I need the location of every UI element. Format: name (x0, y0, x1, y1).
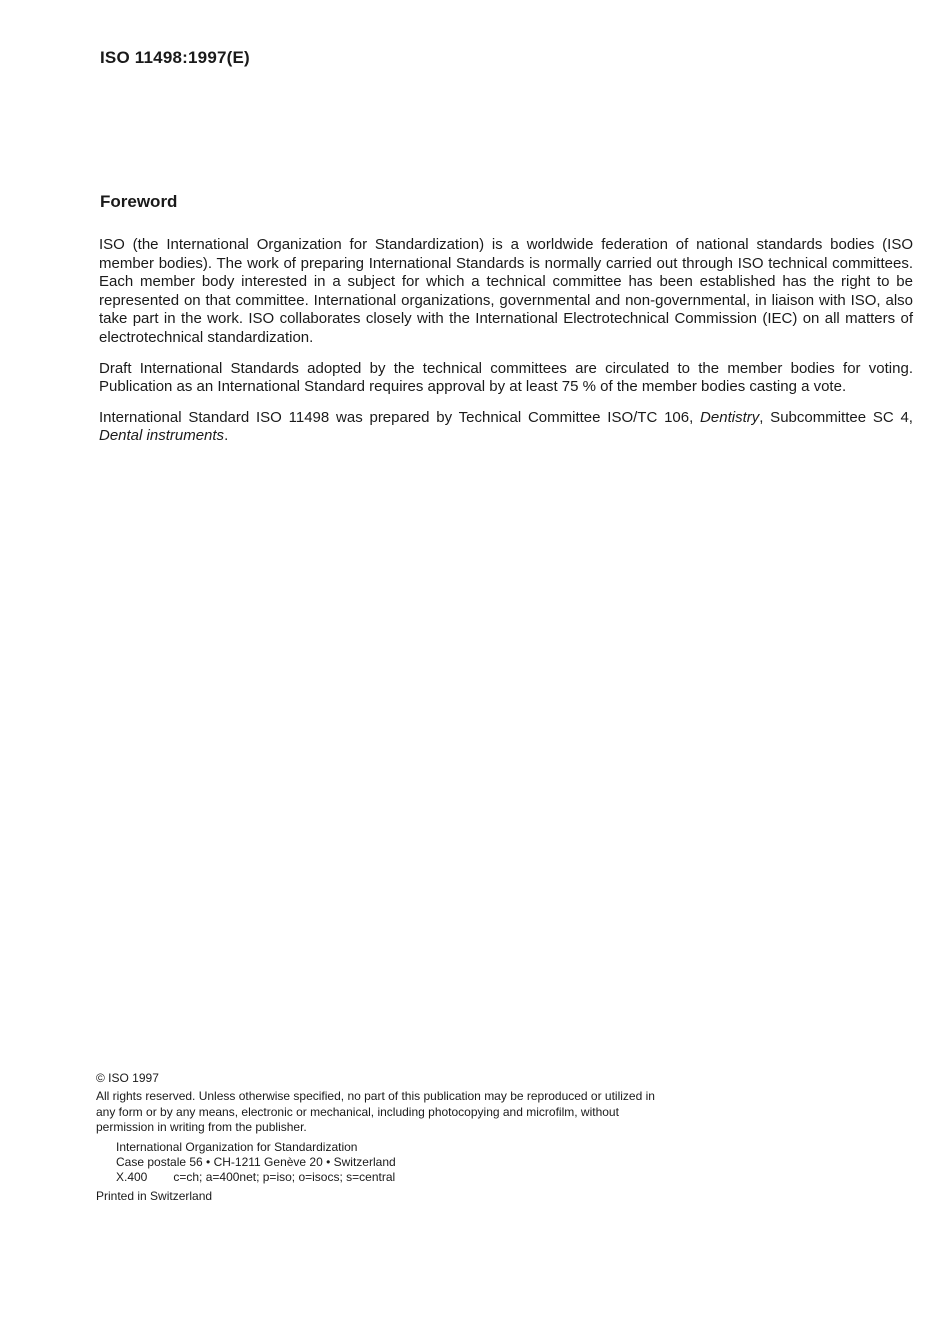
rights-statement: All rights reserved. Unless otherwise specified, no part of this publication may be reproduced or utilized in any form or by any means, electronic or mechanical, including photocopying and microfilm, without permission in writing from the publisher. (96, 1089, 655, 1135)
foreword-paragraph-1: ISO (the International Organization for Standardization) is a worldwide federation of national standards bodies (ISO member bodies). The work of preparing International Standards is normally carried out through ISO technical committees. Each member body interested in a subject for which a technical committee has been established has the right to be represented on that committee. International organizations, governmental and non-governmental, in liaison with ISO, also take part in the work. ISO collaborates closely with the International Electrotechnical Commission (IEC) on all matters of electrotechnical standardization. (99, 236, 913, 346)
x400-label: X.400 (116, 1170, 148, 1185)
committee-name: Dentistry (700, 408, 760, 426)
printed-in: Printed in Switzerland (96, 1188, 213, 1203)
x400-value: c=ch; a=400net; p=iso; o=isocs; s=central (173, 1170, 396, 1185)
publication-footer (96, 1071, 656, 1204)
foreword-paragraph-3 (99, 409, 913, 446)
foreword-body (99, 236, 913, 446)
x400-address (96, 1170, 656, 1185)
para3-prefix: International Standard ISO 11498 was prepared by Technical Committee ISO/TC 106, (99, 408, 701, 426)
document-id-header: ISO 11498:1997(E) (100, 48, 250, 67)
copyright-line: © ISO 1997 (96, 1071, 159, 1085)
para3-suffix: . (224, 427, 229, 445)
org-address: Case postale 56 • CH-1211 Genève 20 • Switzerland (116, 1155, 396, 1170)
foreword-title: Foreword (100, 192, 178, 211)
para3-middle: , Subcommittee SC 4, (759, 408, 913, 426)
org-name: International Organization for Standardization (116, 1139, 358, 1154)
foreword-paragraph-2: Draft International Standards adopted by the technical committees are circulated to the member bodies for voting. Publication as an International Standard requires approval by at least 75 % of the member bodies casting a vote. (99, 359, 913, 396)
subcommittee-name: Dental instruments (99, 427, 225, 445)
